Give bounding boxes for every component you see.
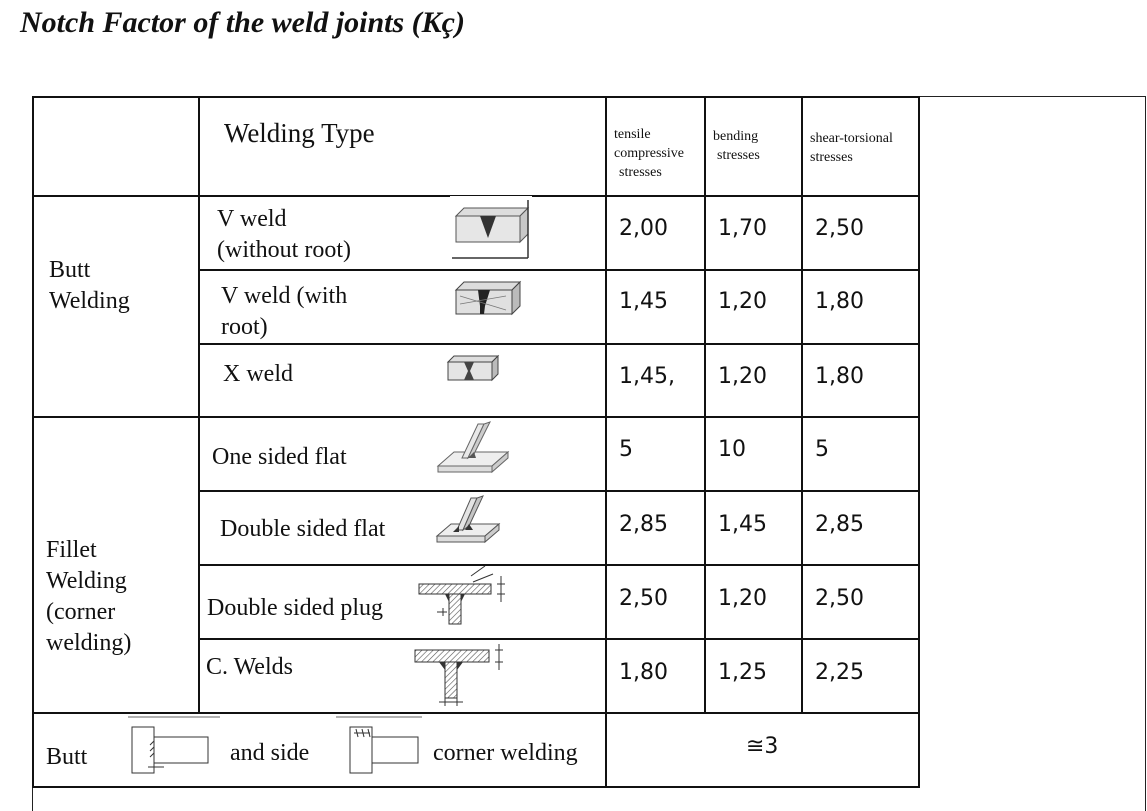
value-cell: 2,85 <box>815 512 864 537</box>
value-cell: 1,20 <box>718 364 767 389</box>
group-butt-welding: Butt Welding <box>49 257 130 314</box>
group-fillet-welding: Fillet Welding (corner welding) <box>46 537 132 656</box>
value-cell: 1,45 <box>718 512 767 537</box>
last-row-butt: Butt <box>46 744 88 770</box>
value-cell: 10 <box>718 437 746 462</box>
page-title: Notch Factor of the weld joints (Kç) <box>20 6 465 39</box>
value-cell: 1,80 <box>815 364 864 389</box>
row-type-double-sided-plug: Double sided plug <box>207 595 383 621</box>
value-cell: 1,70 <box>718 216 767 241</box>
value-cell: 2,50 <box>619 586 668 611</box>
header-bending: bending stresses <box>713 129 760 163</box>
value-cell: 1,80 <box>619 660 668 685</box>
outer-frame-left-edge <box>32 787 33 811</box>
value-cell: 2,00 <box>619 216 668 241</box>
v-weld-with-root-icon <box>452 276 524 322</box>
last-row-and-side: and side <box>230 740 310 766</box>
value-cell: 2,50 <box>815 216 864 241</box>
double-sided-plug-weld-icon <box>413 566 509 628</box>
row-type-v-weld-with-root: V weld (with root) <box>221 283 348 340</box>
header-shear-torsional: shear-torsional stresses <box>810 131 893 165</box>
v-weld-without-root-icon <box>450 196 532 262</box>
one-sided-flat-fillet-icon <box>432 418 516 484</box>
butt-joint-icon <box>124 715 222 777</box>
header-welding-type: Welding Type <box>224 118 375 148</box>
value-cell: 1,45, <box>619 364 675 389</box>
c-weld-icon <box>409 640 509 708</box>
double-sided-flat-fillet-icon <box>433 492 505 552</box>
value-cell: 2,85 <box>619 512 668 537</box>
row-type-one-sided-flat: One sided flat <box>212 444 347 470</box>
last-row-value: ≅3 <box>746 734 779 759</box>
row-type-v-weld-without-root: V weld (without root) <box>217 206 351 263</box>
row-type-c-welds: C. Welds <box>206 654 293 680</box>
value-cell: 2,25 <box>815 660 864 685</box>
value-cell: 5 <box>815 437 829 462</box>
value-cell: 1,80 <box>815 289 864 314</box>
value-cell: 1,25 <box>718 660 767 685</box>
value-cell: 1,20 <box>718 289 767 314</box>
last-row-corner-welding: corner welding <box>433 740 578 766</box>
value-cell: 5 <box>619 437 633 462</box>
outer-frame <box>919 96 1146 811</box>
x-weld-icon <box>444 352 502 386</box>
value-cell: 1,45 <box>619 289 668 314</box>
row-type-double-sided-flat: Double sided flat <box>220 516 386 542</box>
header-tensile-compressive: tensile compressive stresses <box>614 127 684 180</box>
value-cell: 1,20 <box>718 586 767 611</box>
side-corner-joint-icon <box>332 715 424 777</box>
value-cell: 2,50 <box>815 586 864 611</box>
row-type-x-weld: X weld <box>223 361 293 387</box>
